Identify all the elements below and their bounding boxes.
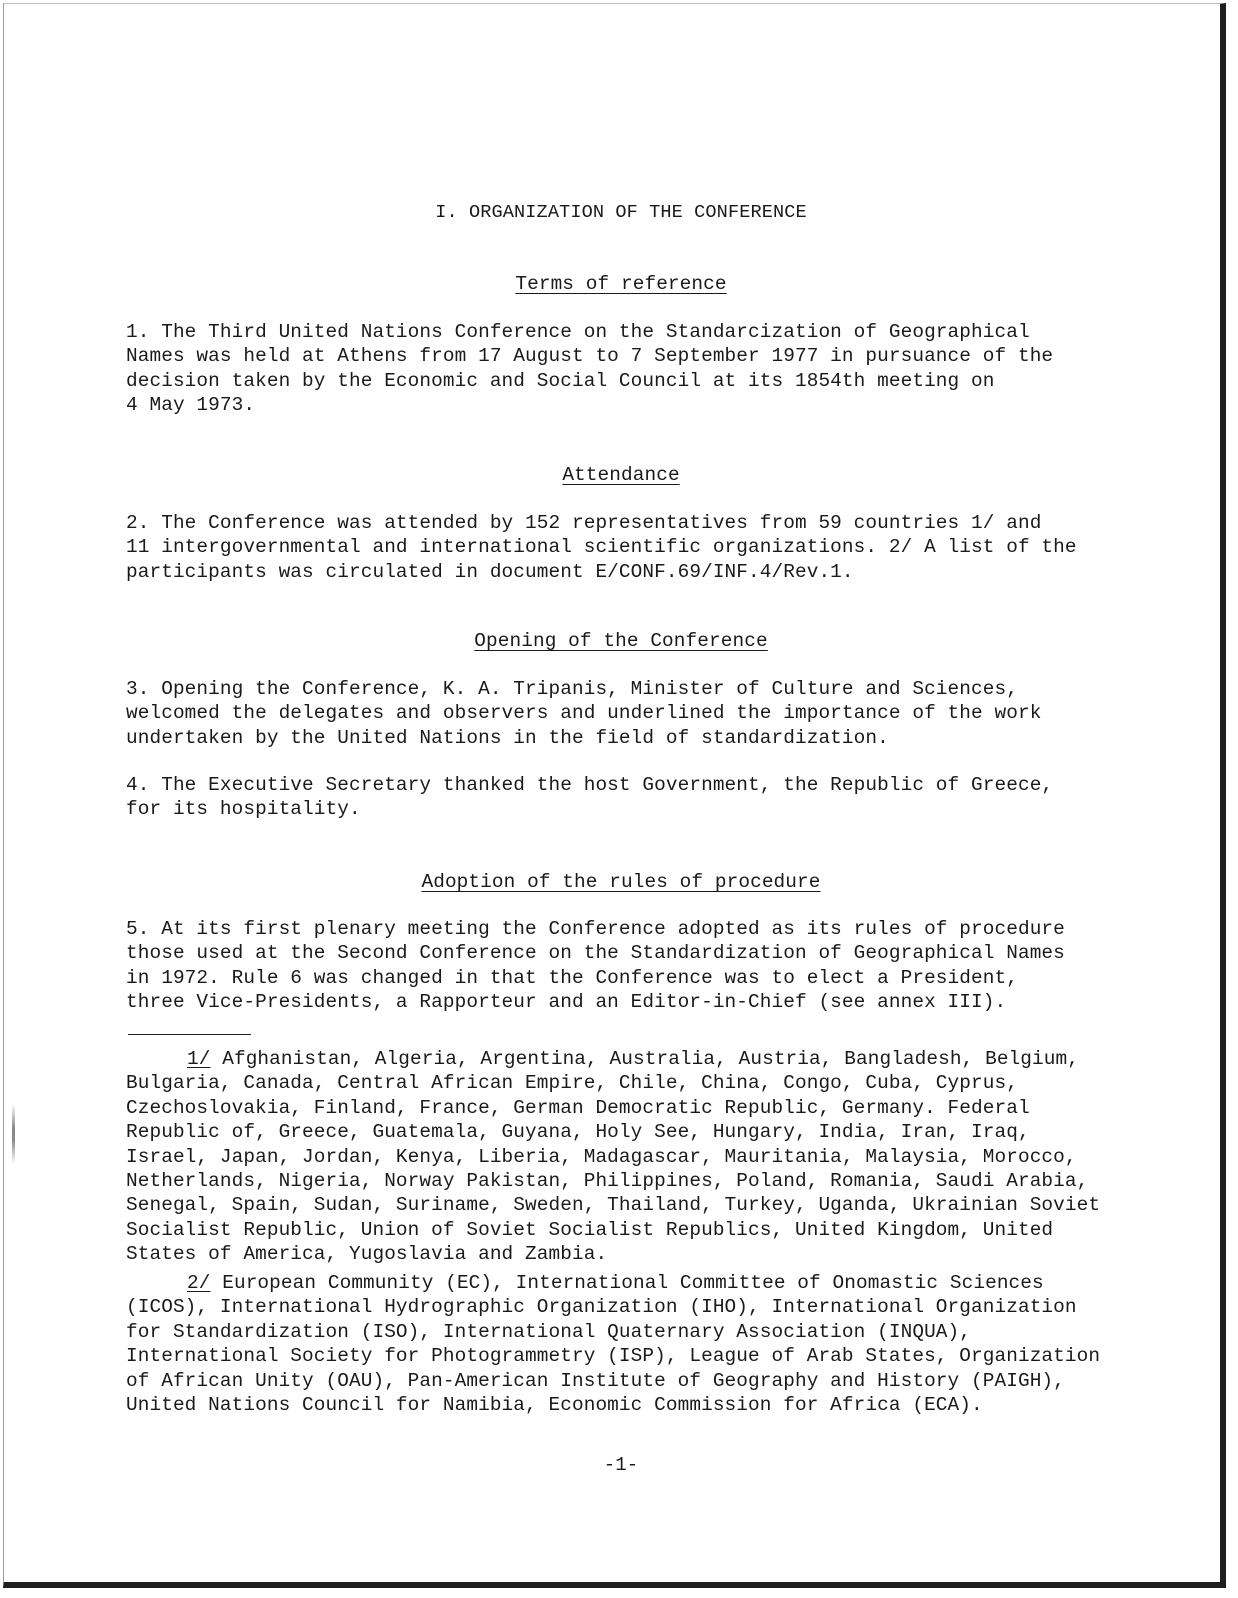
footnote-marker: 2/ <box>187 1272 211 1294</box>
paragraph-2: 2. The Conference was attended by 152 representatives from 59 countries 1/ and 11 intergovernmental and international scientific organizations. 2/ A list of the participants was circulated in document E/CONF.69/INF.4/Rev.1. <box>126 512 1077 583</box>
paragraph-5: 5. At its first plenary meeting the Conference adopted as its rules of procedure those used at the Second Conference on the Standardization of Geographical Names in 1972. Rule 6 was changed in that the Conference was to elect a President, three Vice-Presidents, a Rapporteur and an Editor-in-Chief (see annex III). <box>126 918 1065 1014</box>
section-heading-terms-of-reference <box>126 272 1116 296</box>
paragraph-4: 4. The Executive Secretary thanked the host Government, the Republic of Greece, for its hospitality. <box>126 774 1054 821</box>
footnote-text: European Community (EC), International Committee of Onomastic Sciences (ICOS), International Hydrographic Organization (IHO), International Organization for Standardization (ISO), International Quaternary Association (INQUA), International Society for Photogrammetry (ISP), League of Arab States, Organization of African Unity (OAU), Pan-American Institute of Geography and History (PAIGH), United Nations Council for Namibia, Economic Commission for Africa (ECA). <box>126 1272 1101 1417</box>
paragraph-1: 1. The Third United Nations Conference on the Standarcization of Geographical Names was held at Athens from 17 August to 7 September 1977 in pursuance of the decision taken by the Economic and Social Council at its 1854th meeting on 4 May 1973. <box>126 321 1054 417</box>
footnote-1 <box>126 1047 1116 1267</box>
chapter-title: I. ORGANIZATION OF THE CONFERENCE <box>435 202 807 223</box>
footnote-2 <box>126 1271 1116 1417</box>
document-page <box>3 3 1226 1588</box>
paragraph-3: 3. Opening the Conference, K. A. Tripanis, Minister of Culture and Sciences, welcomed the delegates and observers and underlined the importance of the work undertaken by the United Nations in the field of standardization. <box>126 678 1042 749</box>
footnote-separator <box>128 1034 251 1035</box>
footnote-text: Afghanistan, Algeria, Argentina, Australia, Austria, Bangladesh, Belgium, Bulgaria, Canada, Central African Empire, Chile, China, Congo, Cuba, Cyprus, Czechoslovakia, Finland, France, German Democratic Republic, Germany. Federal Republic of, Greece, Guatemala, Guyana, Holy See, Hungary, India, Iran, Iraq, Israel, Japan, Jordan, Kenya, Liberia, Madagascar, Mauritania, Malaysia, Morocco, Netherlands, Nigeria, Norway Pakistan, Philippines, Poland, Romania, Saudi Arabia, Senegal, Spain, Sudan, Suriname, Sweden, Thailand, Turkey, Uganda, Ukrainian Soviet Socialist Republic, Union of Soviet Socialist Republics, United Kingdom, United States of America, Yugoslavia and Zambia. <box>126 1048 1101 1266</box>
section-heading-attendance <box>126 463 1116 487</box>
section-heading-text: Terms of reference <box>515 273 727 295</box>
section-heading-opening <box>126 629 1116 653</box>
binding-mark <box>12 1104 15 1164</box>
page-number: -1- <box>603 1454 639 1476</box>
section-heading-text: Attendance <box>562 464 680 486</box>
section-heading-rules-of-procedure <box>126 870 1116 894</box>
section-heading-text: Opening of the Conference <box>474 630 768 652</box>
footnote-marker: 1/ <box>187 1048 211 1070</box>
section-heading-text: Adoption of the rules of procedure <box>421 871 821 893</box>
